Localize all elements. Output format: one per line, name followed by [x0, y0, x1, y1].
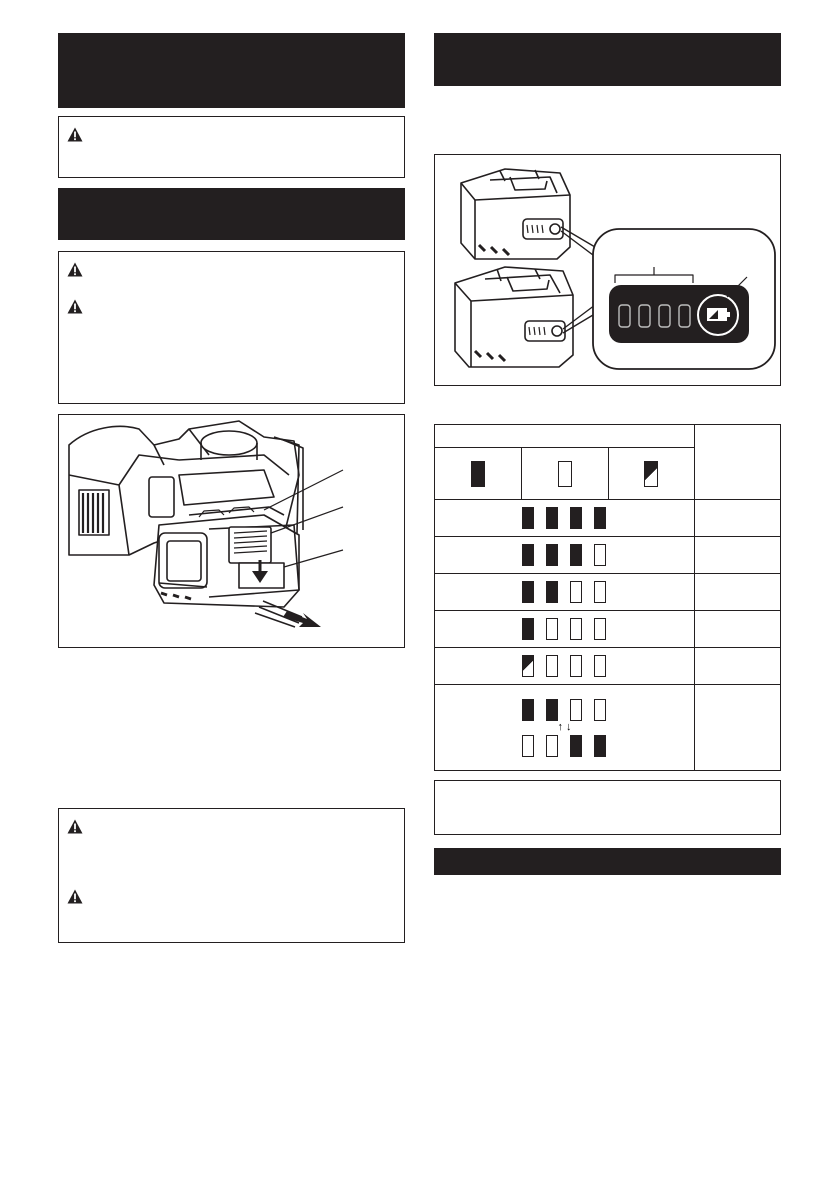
battery-cell-empty-icon [546, 618, 558, 640]
battery-cell-empty-icon [570, 618, 582, 640]
arrow-up-icon: ↑ [557, 720, 563, 733]
battery-removal-illustration [59, 415, 403, 646]
capacity-cell [694, 537, 780, 574]
table-row [435, 500, 781, 537]
section-header-bar-3 [434, 33, 781, 86]
capacity-cell [694, 611, 780, 648]
battery-cell-full-icon [570, 544, 582, 566]
table-row [435, 537, 781, 574]
battery-cell-empty-icon [594, 581, 606, 603]
battery-cell-full-icon [594, 507, 606, 529]
table-row [435, 611, 781, 648]
capacity-cell [694, 500, 780, 537]
battery-cell-empty-icon [558, 461, 572, 487]
warning-triangle-icon [67, 889, 83, 904]
battery-cell-empty-icon [546, 735, 558, 757]
warning-triangle-icon [67, 127, 83, 142]
section-header-bar-2 [58, 188, 405, 240]
battery-cell-full-icon [594, 735, 606, 757]
capacity-cell [694, 574, 780, 611]
table-header-remaining-capacity [694, 425, 780, 500]
battery-cell-empty-icon [594, 655, 606, 677]
battery-cell-empty-icon [570, 655, 582, 677]
battery-cell-full-icon [471, 461, 485, 487]
section-header-bar-4 [434, 848, 781, 875]
warning-triangle-icon [67, 299, 83, 314]
table-header-indicator-lamps [435, 425, 695, 448]
warning-box-1 [58, 116, 405, 178]
battery-indicator-table [434, 424, 781, 771]
battery-cell-blinking-icon [644, 461, 658, 487]
table-row [435, 648, 781, 685]
battery-cell-full-icon [522, 507, 534, 529]
battery-indicator-illustration [435, 155, 779, 384]
battery-cell-empty-icon [570, 581, 582, 603]
warning-box-2 [58, 251, 405, 404]
battery-cell-empty-icon [522, 735, 534, 757]
battery-cell-empty-icon [594, 544, 606, 566]
battery-cell-full-icon [546, 507, 558, 529]
battery-cell-empty-icon [594, 699, 606, 721]
battery-cell-empty-icon [546, 655, 558, 677]
battery-cell-full-icon [522, 581, 534, 603]
table-row [435, 574, 781, 611]
battery-cell-full-icon [522, 618, 534, 640]
capacity-cell [694, 648, 780, 685]
battery-indicator-figure [434, 154, 781, 386]
battery-cell-full-icon [546, 581, 558, 603]
battery-cell-full-icon [522, 699, 534, 721]
table-row-alternating [435, 685, 781, 771]
battery-cell-full-icon [570, 507, 582, 529]
warning-triangle-icon [67, 262, 83, 277]
battery-cell-empty-icon [570, 699, 582, 721]
warning-triangle-icon [67, 819, 83, 834]
battery-cell-full-icon [570, 735, 582, 757]
battery-cell-empty-icon [594, 618, 606, 640]
battery-cell-full-icon [546, 699, 558, 721]
note-box [434, 780, 781, 835]
battery-removal-figure [58, 414, 405, 648]
capacity-cell [694, 685, 780, 771]
battery-cell-full-icon [546, 544, 558, 566]
warning-box-3 [58, 808, 405, 943]
section-header-bar-1 [58, 33, 405, 108]
battery-cell-full-icon [522, 544, 534, 566]
battery-cell-blinking-icon [522, 655, 534, 677]
arrow-down-icon: ↓ [566, 720, 572, 733]
